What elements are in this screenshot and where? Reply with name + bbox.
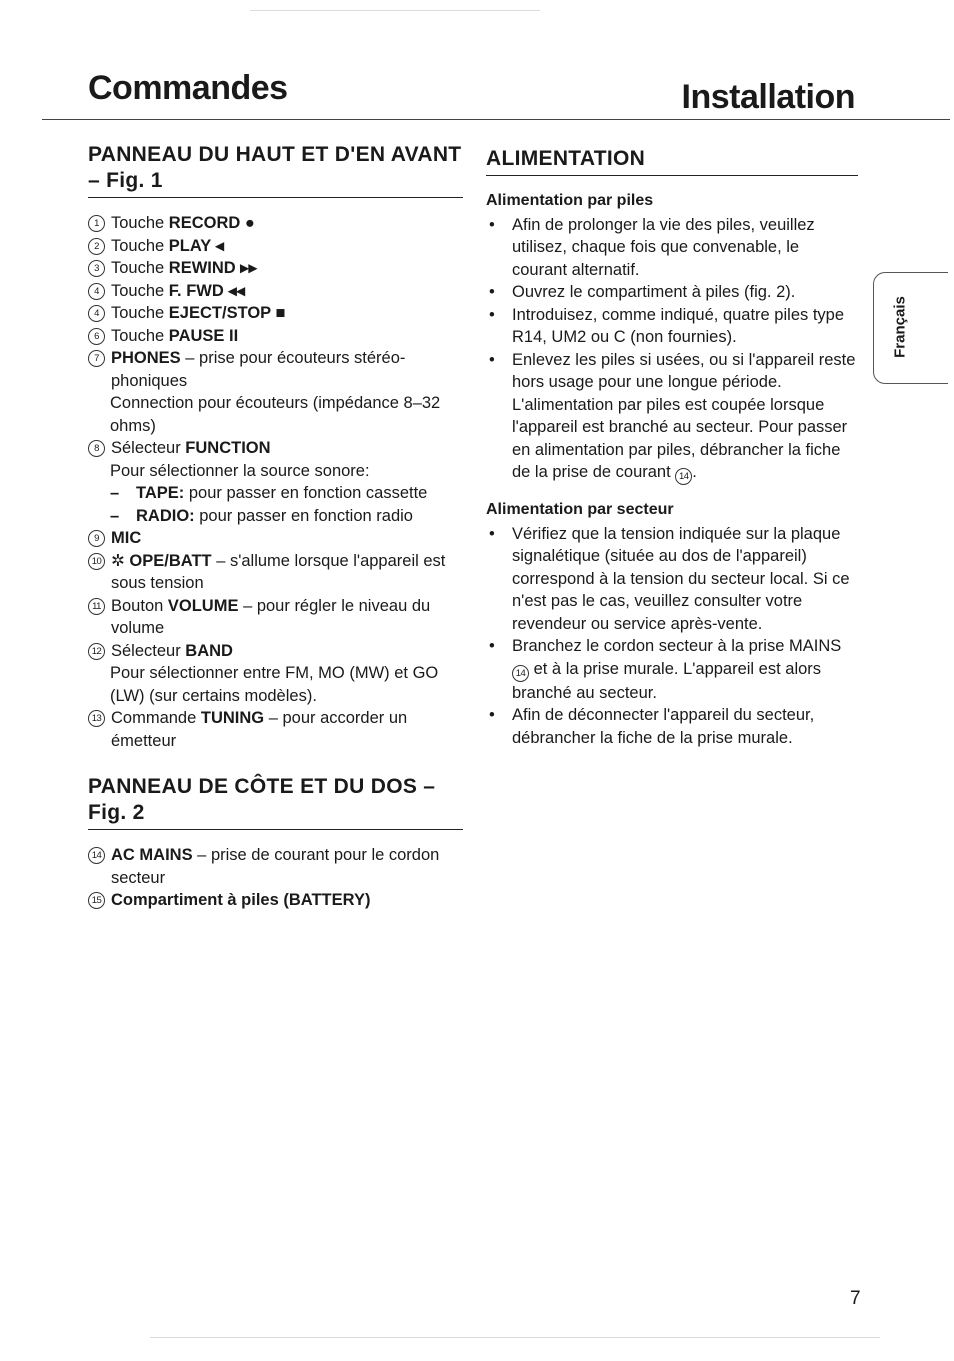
item-text: Afin de prolonger la vie des piles, veuillez utilisez, chaque fois que convenable, le courant alternatif. (512, 215, 815, 279)
battery-bullets (486, 214, 858, 486)
item-label: Compartiment à piles (BATTERY) (111, 891, 371, 909)
list-item (88, 707, 463, 752)
language-tab-label: Français (891, 296, 909, 358)
item-text (111, 235, 463, 258)
right-column (486, 146, 858, 749)
circled-number: 1 (88, 215, 105, 232)
bullet-icon: • (489, 706, 495, 724)
control-list-1 (88, 212, 463, 392)
page-number: 7 (850, 1288, 861, 1309)
item-prefix: Bouton (111, 596, 168, 615)
item-label: FUNCTION (185, 439, 271, 457)
function-options (88, 482, 463, 527)
circled-number: 13 (88, 710, 105, 727)
heading-alimentation: ALIMENTATION (486, 146, 858, 176)
list-item (88, 212, 463, 235)
item-desc: – prise pour écouteurs stéréo-phoniques (111, 349, 406, 390)
dash-icon: – (110, 484, 120, 502)
item-desc: pour passer en fonction cassette (184, 484, 428, 502)
dash-icon: – (110, 506, 120, 525)
item-desc: – s'allume lorsque l'appareil est sous tension (111, 551, 446, 592)
item-label: TUNING (200, 709, 265, 727)
item-label: PLAY ◂ (168, 236, 224, 255)
heading-panneau-cote: PANNEAU DE CÔTE ET DU DOS – Fig. 2 (88, 774, 463, 830)
list-item (88, 844, 463, 889)
bullet-icon: • (489, 637, 495, 655)
item-prefix: ✲ (111, 551, 130, 570)
item-label: F. FWD ◂◂ (168, 281, 245, 300)
section-title-installation: Installation (681, 78, 855, 116)
item-label: REWIND ▸▸ (168, 259, 257, 277)
item-prefix: Touche (111, 304, 169, 322)
list-item (88, 505, 463, 528)
list-item: • Branchez le cordon secteur à la prise MAINS 14 et à la prise murale. L'appareil est alors branché au secteur. (486, 635, 858, 704)
item-text: Ouvrez le compartiment à piles (fig. 2). (512, 283, 796, 301)
list-item (88, 280, 463, 303)
item-text (111, 302, 463, 325)
list-item (88, 482, 463, 505)
item-prefix: Commande (111, 709, 201, 727)
item-text (111, 437, 463, 460)
bullet-icon: • (489, 350, 495, 369)
item-text (111, 347, 463, 392)
item-text: Enlevez les piles si usées, ou si l'appareil reste hors usage pour une longue période. L'alimentation par piles est coupée lorsque l'appareil est branché au secteur. Pour passer en alimentation par piles, débrancher la fiche de la prise de courant 14 . (512, 349, 858, 486)
item-prefix: Sélecteur (111, 439, 186, 457)
circled-number: 6 (88, 328, 105, 345)
item-label: RADIO: (136, 506, 195, 525)
band-note: Pour sélectionner entre FM, MO (MW) et GO (LW) (sur certains modèles). (110, 664, 439, 705)
item-label: AC MAINS (111, 846, 193, 864)
list-item: • Vérifiez que la tension indiquée sur la plaque signalétique (située au dos de l'appareil) correspond à la tension du secteur local. Si ce n'est pas le cas, veuillez consulter votre revendeur ou service après-vente. (486, 523, 858, 636)
item-text (136, 505, 463, 528)
list-item: • Afin de déconnecter l'appareil du secteur, débrancher la fiche de la prise murale. (486, 704, 858, 749)
list-item (486, 214, 858, 282)
item-text (111, 212, 463, 235)
circled-number: 4 (88, 305, 105, 322)
item-desc: – prise de courant pour le cordon secteur (111, 846, 440, 887)
control-list-item13 (88, 707, 463, 752)
item-prefix: Touche (111, 281, 169, 300)
left-column (88, 142, 463, 912)
circled-number: 15 (88, 892, 105, 909)
list-item (88, 257, 463, 280)
control-list-item8 (88, 437, 463, 460)
circled-number-ref: 14 (675, 468, 692, 485)
list-item (88, 595, 463, 640)
item-text (136, 482, 463, 505)
item-text (111, 550, 463, 595)
list-item (88, 527, 463, 550)
header-rule (42, 119, 950, 120)
circled-number: 2 (88, 238, 105, 255)
section-title-commandes: Commandes (88, 69, 288, 107)
item-text (111, 325, 463, 348)
item-text (111, 595, 463, 640)
control-list-2 (88, 527, 463, 662)
bullet-icon: • (489, 283, 495, 301)
circled-number: 11 (88, 598, 105, 615)
item-text (111, 707, 463, 752)
item-label: BAND (185, 641, 233, 660)
subheading-piles: Alimentation par piles (486, 192, 654, 209)
item-prefix: Touche (111, 259, 169, 277)
function-note: Pour sélectionner la source sonore: (110, 461, 370, 480)
item-text (111, 844, 463, 889)
list-item (88, 437, 463, 460)
item-text (111, 280, 463, 303)
language-tab (873, 272, 948, 384)
scan-artifact (250, 10, 540, 11)
list-item (486, 304, 858, 349)
item-desc: – pour accorder un émetteur (111, 709, 408, 750)
control-list-3 (88, 844, 463, 912)
circled-number: 12 (88, 643, 105, 660)
item-text (111, 257, 463, 280)
item-prefix: Touche (111, 214, 169, 232)
list-item (88, 347, 463, 392)
circled-number: 4 (88, 283, 105, 300)
item-label: RECORD ● (168, 214, 255, 232)
list-item (88, 550, 463, 595)
bullet-icon: • (489, 524, 495, 543)
list-item (486, 349, 858, 486)
list-item (88, 302, 463, 325)
item-label: PHONES (111, 349, 181, 367)
circled-number: 3 (88, 260, 105, 277)
item-label: MIC (111, 529, 142, 547)
item-text (111, 527, 463, 550)
item-text: Introduisez, comme indiqué, quatre piles type R14, UM2 ou C (non fournies). (512, 305, 845, 346)
circled-number: 10 (88, 553, 105, 570)
list-item (88, 640, 463, 663)
item-prefix: Sélecteur (111, 641, 186, 660)
phones-note: Connection pour écouteurs (impédance 8–32 ohms) (110, 394, 441, 435)
circled-number: 14 (88, 847, 105, 864)
bullet-icon: • (489, 305, 495, 324)
item-label: EJECT/STOP ■ (168, 304, 286, 322)
scan-artifact (150, 1337, 880, 1338)
item-text (111, 889, 463, 912)
circled-number: 7 (88, 350, 105, 367)
item-desc: pour passer en fonction radio (194, 506, 413, 525)
bullet-icon: • (489, 215, 495, 234)
list-item (88, 235, 463, 258)
circled-number-ref: 14 (512, 665, 529, 682)
item-label: VOLUME (167, 596, 239, 615)
item-prefix: Touche (111, 236, 169, 255)
circled-number: 9 (88, 530, 105, 547)
item-text (111, 640, 463, 663)
item-label: TAPE: (136, 484, 185, 502)
circled-number: 8 (88, 440, 105, 457)
list-item (486, 281, 858, 304)
item-label: PAUSE II (168, 326, 239, 345)
item-label: OPE/BATT (129, 551, 212, 570)
list-item (88, 889, 463, 912)
list-item (88, 325, 463, 348)
heading-panneau-haut: PANNEAU DU HAUT ET D'EN AVANT – Fig. 1 (88, 142, 463, 198)
subheading-secteur: Alimentation par secteur (486, 501, 674, 518)
item-desc: – pour régler le niveau du volume (111, 596, 431, 637)
item-prefix: Touche (111, 326, 169, 345)
